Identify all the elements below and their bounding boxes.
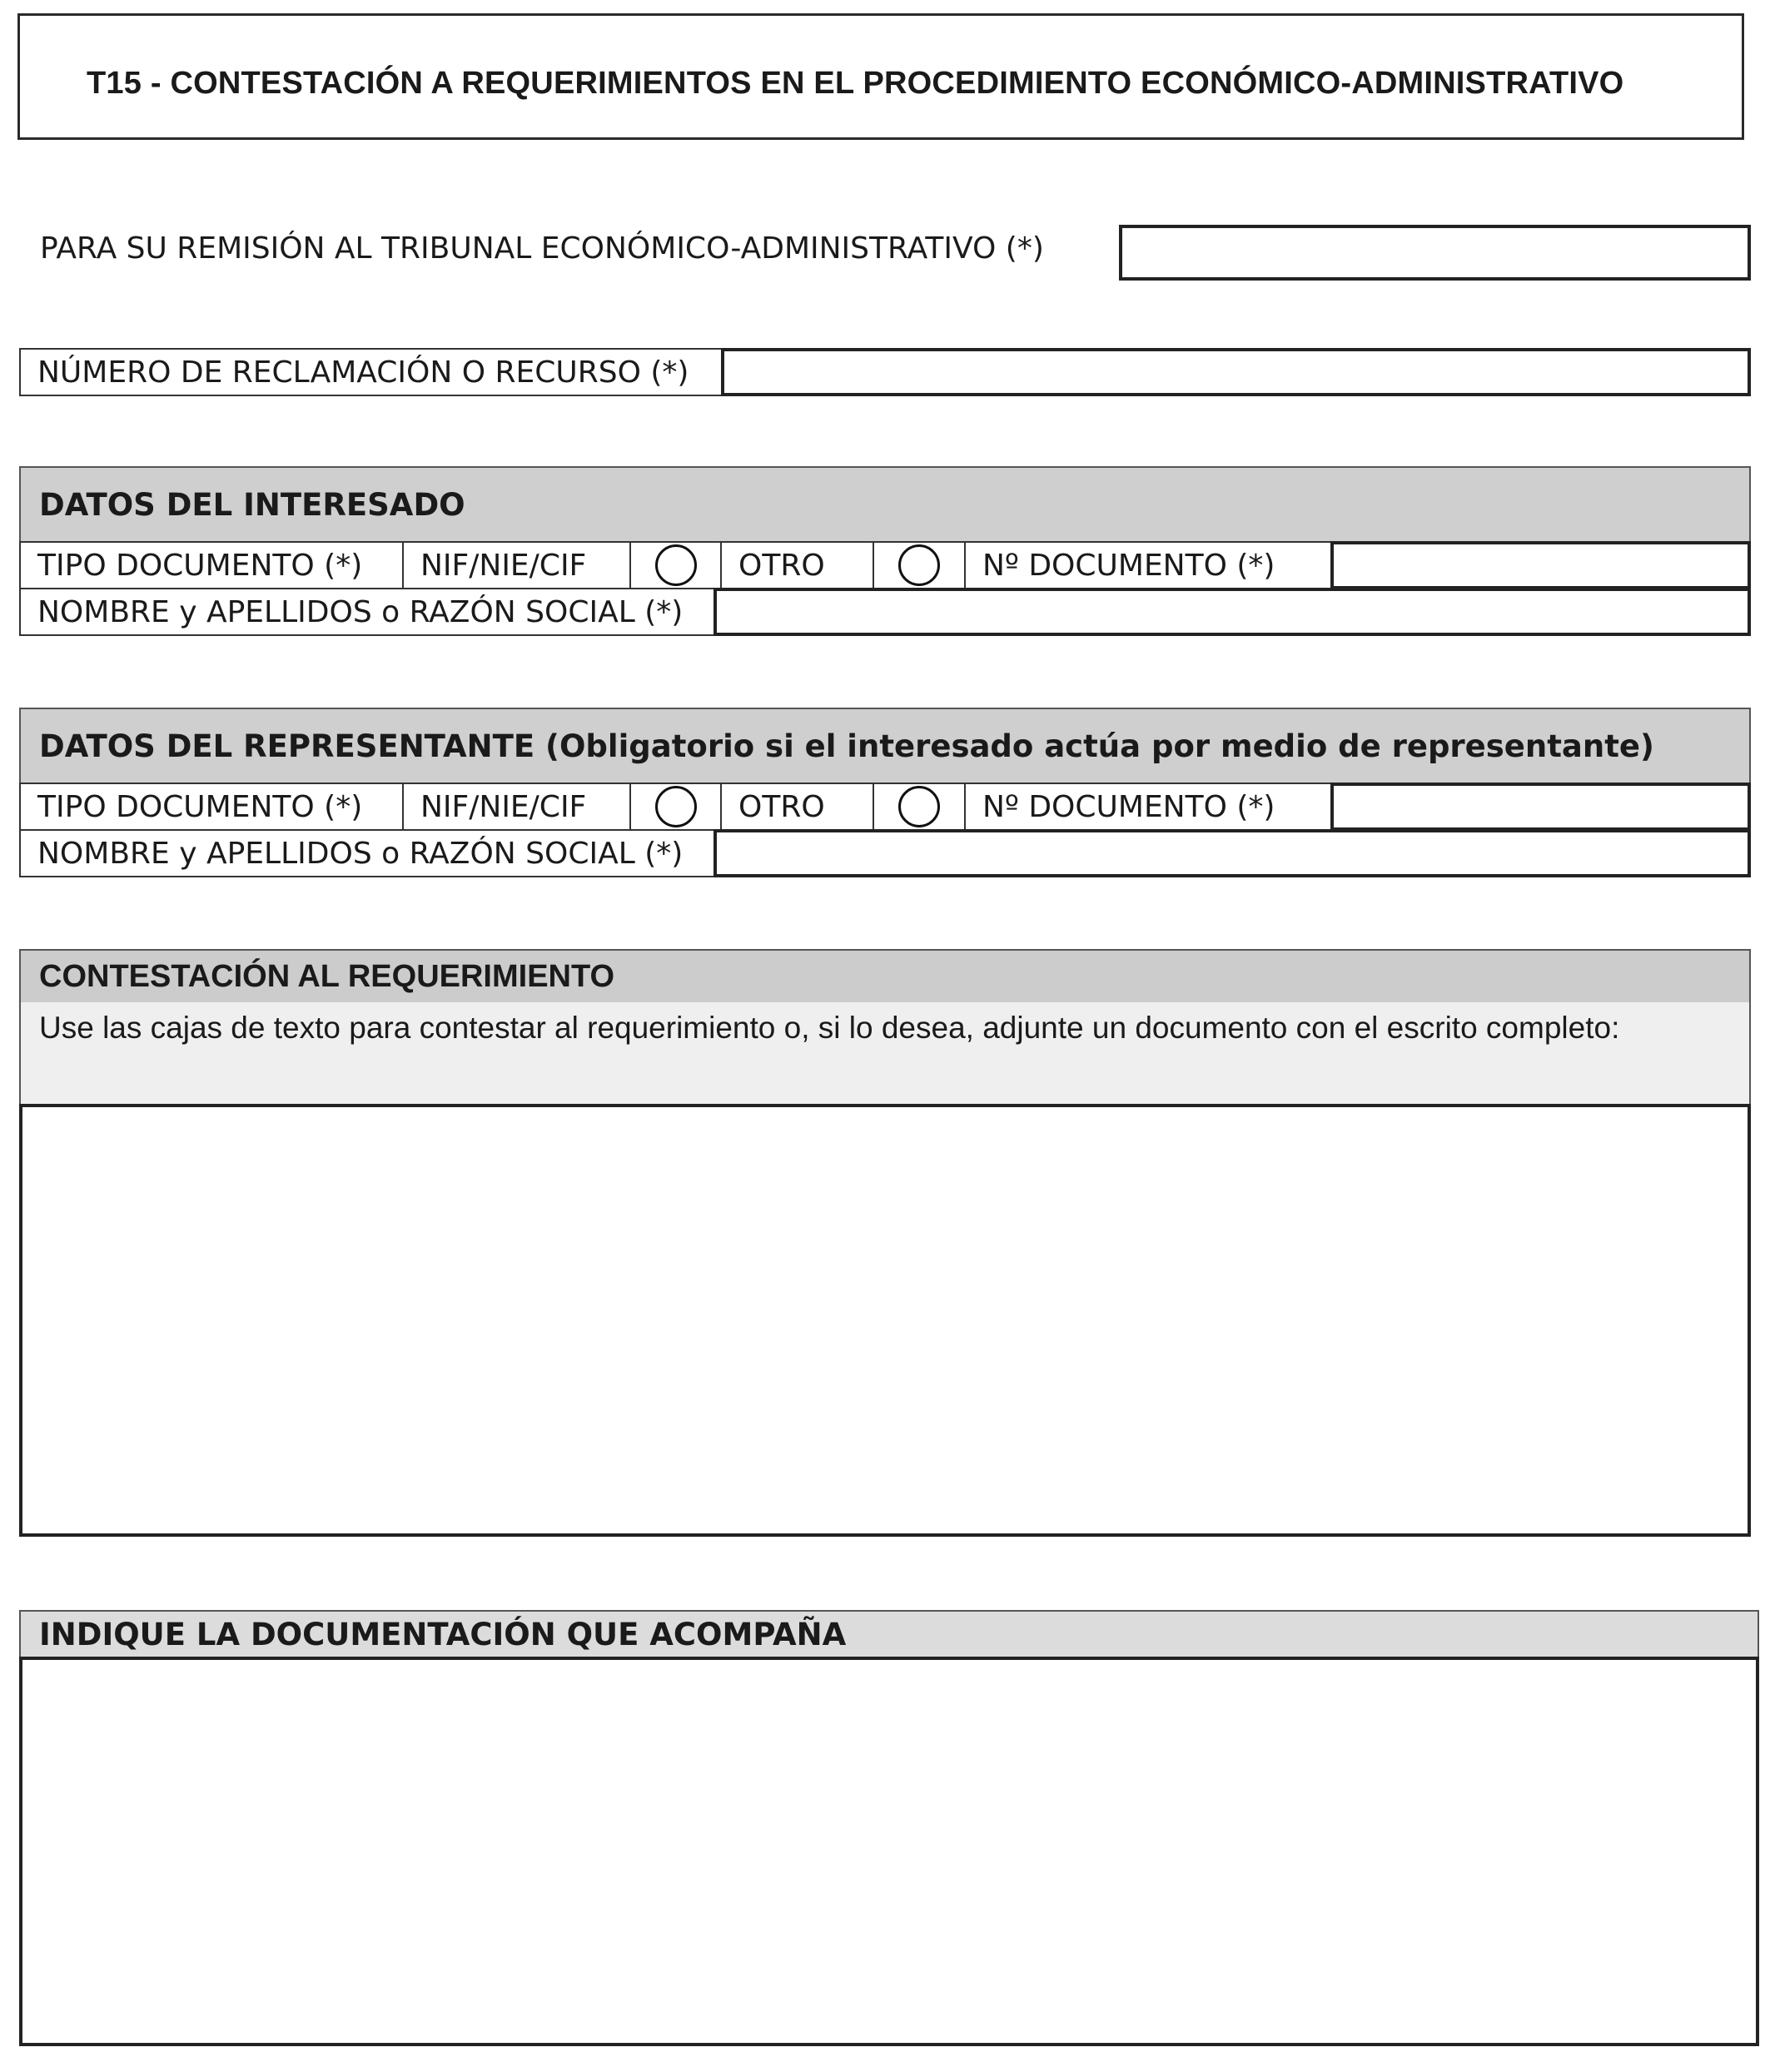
interesado-tipo-documento-label: TIPO DOCUMENTO (*) <box>19 541 404 589</box>
interesado-num-documento-label: Nº DOCUMENTO (*) <box>964 541 1332 589</box>
interesado-header: DATOS DEL INTERESADO <box>19 466 1751 543</box>
representante-nif-option-label: NIF/NIE/CIF <box>402 783 631 831</box>
representante-header: DATOS DEL REPRESENTANTE (Obligatorio si el interesado actúa por medio de representante) <box>19 708 1751 784</box>
documentacion-textbox[interactable] <box>19 1657 1759 2046</box>
representante-num-documento-field[interactable] <box>1330 783 1751 831</box>
remision-label: PARA SU REMISIÓN AL TRIBUNAL ECONÓMICO-ADMINISTRATIVO (*) <box>40 231 1044 266</box>
remision-field[interactable] <box>1119 225 1751 281</box>
contestacion-textbox[interactable] <box>19 1104 1751 1537</box>
interesado-otro-option-label: OTRO <box>720 541 874 589</box>
representante-tipo-documento-label: TIPO DOCUMENTO (*) <box>19 783 404 831</box>
representante-nif-radio-cell[interactable] <box>629 783 722 831</box>
documentacion-header: INDIQUE LA DOCUMENTACIÓN QUE ACOMPAÑA <box>19 1610 1759 1658</box>
form-title-box <box>17 13 1744 140</box>
representante-num-documento-label: Nº DOCUMENTO (*) <box>964 783 1332 831</box>
interesado-nombre-label: NOMBRE y APELLIDOS o RAZÓN SOCIAL (*) <box>19 588 717 636</box>
representante-otro-option-label: OTRO <box>720 783 874 831</box>
contestacion-header: CONTESTACIÓN AL REQUERIMIENTO <box>19 949 1751 1004</box>
interesado-otro-radio[interactable] <box>898 544 940 586</box>
representante-otro-radio-cell[interactable] <box>873 783 966 831</box>
representante-nif-radio[interactable] <box>655 786 697 827</box>
interesado-otro-radio-cell[interactable] <box>873 541 966 589</box>
interesado-nif-option-label: NIF/NIE/CIF <box>402 541 631 589</box>
representante-nombre-label: NOMBRE y APELLIDOS o RAZÓN SOCIAL (*) <box>19 829 717 877</box>
interesado-nif-radio-cell[interactable] <box>629 541 722 589</box>
reclamacion-field[interactable] <box>721 348 1751 396</box>
interesado-nombre-field[interactable] <box>713 588 1751 636</box>
interesado-nif-radio[interactable] <box>655 544 697 586</box>
interesado-num-documento-field[interactable] <box>1330 541 1751 589</box>
contestacion-instructions: Use las cajas de texto para contestar al requerimiento o, si lo desea, adjunte un documento con el escrito completo: <box>19 1002 1751 1107</box>
page-title: T15 - CONTESTACIÓN A REQUERIMIENTOS EN EL PROCEDIMIENTO ECONÓMICO-ADMINISTRATIVO <box>87 66 1624 101</box>
reclamacion-label: NÚMERO DE RECLAMACIÓN O RECURSO (*) <box>19 348 724 396</box>
representante-otro-radio[interactable] <box>898 786 940 827</box>
representante-nombre-field[interactable] <box>713 829 1751 877</box>
